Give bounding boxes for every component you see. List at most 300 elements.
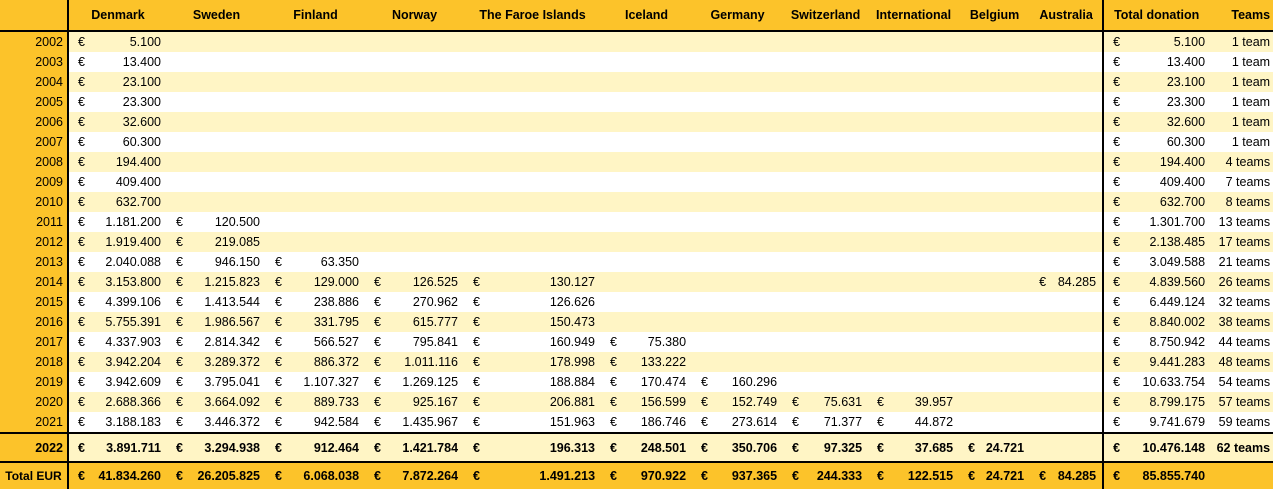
currency-symbol: €: [1030, 462, 1053, 489]
amount-cell: [624, 132, 692, 152]
currency-symbol: [1030, 292, 1053, 312]
amount-cell: 97.325: [806, 433, 868, 462]
amount-cell: [190, 92, 266, 112]
teams-count-cell: 17 teams: [1211, 232, 1273, 252]
table-row: [0, 232, 1273, 252]
currency-symbol: [783, 92, 806, 112]
currency-symbol: €: [68, 372, 91, 392]
table-row: [0, 332, 1273, 352]
amount-cell: [891, 192, 959, 212]
total-amount-cell: 3.049.588: [1125, 252, 1211, 272]
amount-cell: [806, 212, 868, 232]
table-row: [0, 212, 1273, 232]
currency-symbol: €: [1103, 212, 1125, 232]
currency-symbol: [783, 112, 806, 132]
total-amount-cell: 194.400: [1125, 152, 1211, 172]
year-cell: 2013: [0, 252, 68, 272]
amount-cell: 937.365: [715, 462, 783, 489]
currency-symbol: [959, 392, 982, 412]
currency-symbol: [1030, 352, 1053, 372]
currency-symbol: [601, 232, 624, 252]
currency-symbol: €: [365, 292, 388, 312]
amount-cell: [1053, 92, 1103, 112]
amount-cell: [982, 92, 1030, 112]
total-donation-header: Total donation: [1103, 0, 1211, 31]
amount-cell: 75.631: [806, 392, 868, 412]
amount-cell: 5.100: [91, 31, 167, 52]
column-header-australia: Australia: [1030, 0, 1103, 31]
amount-cell: 3.942.609: [91, 372, 167, 392]
amount-cell: [624, 72, 692, 92]
currency-symbol: [959, 72, 982, 92]
currency-symbol: [464, 31, 487, 52]
currency-symbol: €: [167, 312, 190, 332]
amount-cell: [289, 92, 365, 112]
amount-cell: 1.491.213: [487, 462, 601, 489]
currency-symbol: [868, 312, 891, 332]
amount-cell: 3.188.183: [91, 412, 167, 433]
total-amount-cell: 8.799.175: [1125, 392, 1211, 412]
currency-symbol: [1030, 92, 1053, 112]
currency-symbol: [266, 72, 289, 92]
amount-cell: 7.872.264: [388, 462, 464, 489]
currency-symbol: €: [266, 392, 289, 412]
amount-cell: [891, 352, 959, 372]
currency-symbol: [959, 272, 982, 292]
amount-cell: [891, 31, 959, 52]
currency-symbol: [1030, 372, 1053, 392]
amount-cell: [715, 52, 783, 72]
currency-symbol: [464, 72, 487, 92]
amount-cell: [190, 52, 266, 72]
currency-symbol: [868, 352, 891, 372]
currency-symbol: €: [1103, 172, 1125, 192]
amount-cell: 37.685: [891, 433, 959, 462]
currency-symbol: [868, 152, 891, 172]
currency-symbol: €: [167, 272, 190, 292]
amount-cell: [806, 92, 868, 112]
teams-count-cell: 1 team: [1211, 112, 1273, 132]
amount-cell: 24.721: [982, 433, 1030, 462]
amount-cell: [388, 72, 464, 92]
currency-symbol: €: [692, 412, 715, 433]
amount-cell: [624, 292, 692, 312]
amount-cell: [806, 52, 868, 72]
currency-symbol: [692, 332, 715, 352]
currency-symbol: [601, 192, 624, 212]
total-amount-cell: 23.300: [1125, 92, 1211, 112]
currency-symbol: [959, 232, 982, 252]
amount-cell: [388, 92, 464, 112]
currency-symbol: €: [365, 332, 388, 352]
amount-cell: [982, 372, 1030, 392]
amount-cell: [806, 172, 868, 192]
amount-cell: [715, 212, 783, 232]
amount-cell: [806, 352, 868, 372]
header-row: [0, 0, 1273, 31]
currency-symbol: [692, 292, 715, 312]
amount-cell: 160.296: [715, 372, 783, 392]
amount-cell: [715, 112, 783, 132]
amount-cell: [891, 312, 959, 332]
currency-symbol: [692, 352, 715, 372]
amount-cell: 188.884: [487, 372, 601, 392]
currency-symbol: [868, 192, 891, 212]
amount-cell: [715, 252, 783, 272]
amount-cell: [982, 352, 1030, 372]
amount-cell: [982, 31, 1030, 52]
currency-symbol: €: [1103, 52, 1125, 72]
total-amount-cell: 32.600: [1125, 112, 1211, 132]
amount-cell: 3.446.372: [190, 412, 266, 433]
currency-symbol: [692, 132, 715, 152]
currency-symbol: €: [365, 312, 388, 332]
amount-cell: 152.749: [715, 392, 783, 412]
amount-cell: [715, 352, 783, 372]
amount-cell: [982, 172, 1030, 192]
currency-symbol: €: [167, 292, 190, 312]
currency-symbol: €: [959, 433, 982, 462]
currency-symbol: [692, 52, 715, 72]
currency-symbol: [167, 172, 190, 192]
amount-cell: [1053, 72, 1103, 92]
currency-symbol: [868, 272, 891, 292]
currency-symbol: €: [167, 212, 190, 232]
currency-symbol: €: [365, 272, 388, 292]
amount-cell: [190, 112, 266, 132]
currency-symbol: [783, 352, 806, 372]
amount-cell: 133.222: [624, 352, 692, 372]
currency-symbol: [365, 92, 388, 112]
currency-symbol: [601, 212, 624, 232]
currency-symbol: [601, 312, 624, 332]
amount-cell: [806, 132, 868, 152]
currency-symbol: €: [167, 332, 190, 352]
amount-cell: [982, 292, 1030, 312]
amount-cell: 84.285: [1053, 462, 1103, 489]
amount-cell: [1053, 252, 1103, 272]
amount-cell: 219.085: [190, 232, 266, 252]
year-cell: 2005: [0, 92, 68, 112]
amount-cell: 1.011.116: [388, 352, 464, 372]
amount-cell: 3.153.800: [91, 272, 167, 292]
currency-symbol: [868, 92, 891, 112]
amount-cell: 126.525: [388, 272, 464, 292]
amount-cell: 1.435.967: [388, 412, 464, 433]
amount-cell: [982, 192, 1030, 212]
year-cell: 2017: [0, 332, 68, 352]
amount-cell: [624, 232, 692, 252]
column-header-sweden: Sweden: [167, 0, 266, 31]
currency-symbol: €: [68, 52, 91, 72]
amount-cell: 129.000: [289, 272, 365, 292]
currency-symbol: €: [868, 462, 891, 489]
currency-symbol: €: [464, 312, 487, 332]
currency-symbol: [959, 352, 982, 372]
amount-cell: [289, 152, 365, 172]
currency-symbol: €: [1103, 252, 1125, 272]
currency-symbol: [868, 112, 891, 132]
currency-symbol: [464, 172, 487, 192]
currency-symbol: €: [68, 152, 91, 172]
amount-cell: [715, 312, 783, 332]
teams-count-cell: 26 teams: [1211, 272, 1273, 292]
amount-cell: 63.350: [289, 252, 365, 272]
amount-cell: [487, 72, 601, 92]
amount-cell: [891, 212, 959, 232]
currency-symbol: [1030, 132, 1053, 152]
amount-cell: 23.100: [91, 72, 167, 92]
currency-symbol: [868, 132, 891, 152]
currency-symbol: [266, 172, 289, 192]
teams-header: Teams: [1211, 0, 1273, 31]
column-header-germany: Germany: [692, 0, 783, 31]
amount-cell: [624, 252, 692, 272]
amount-cell: [1053, 433, 1103, 462]
table-row: [0, 172, 1273, 192]
total-amount-cell: 10.633.754: [1125, 372, 1211, 392]
currency-symbol: [1030, 52, 1053, 72]
total-amount-cell: 8.840.002: [1125, 312, 1211, 332]
year-cell: 2006: [0, 112, 68, 132]
amount-cell: [891, 252, 959, 272]
table-row: [0, 92, 1273, 112]
amount-cell: [388, 52, 464, 72]
currency-symbol: [783, 172, 806, 192]
currency-symbol: [959, 412, 982, 433]
currency-symbol: €: [868, 412, 891, 433]
amount-cell: 795.841: [388, 332, 464, 352]
total-amount-cell: 13.400: [1125, 52, 1211, 72]
currency-symbol: €: [68, 433, 91, 462]
table-row: [0, 312, 1273, 332]
amount-cell: [1053, 132, 1103, 152]
amount-cell: [715, 92, 783, 112]
currency-symbol: €: [464, 462, 487, 489]
amount-cell: 925.167: [388, 392, 464, 412]
teams-count-cell: 13 teams: [1211, 212, 1273, 232]
amount-cell: [388, 192, 464, 212]
amount-cell: [806, 112, 868, 132]
total-amount-cell: 5.100: [1125, 31, 1211, 52]
currency-symbol: [692, 212, 715, 232]
amount-cell: [289, 132, 365, 152]
currency-symbol: [783, 232, 806, 252]
amount-cell: 84.285: [1053, 272, 1103, 292]
amount-cell: [982, 112, 1030, 132]
amount-cell: [982, 272, 1030, 292]
currency-symbol: [167, 92, 190, 112]
currency-symbol: [266, 112, 289, 132]
currency-symbol: [365, 252, 388, 272]
amount-cell: 270.962: [388, 292, 464, 312]
currency-symbol: [1030, 252, 1053, 272]
currency-symbol: [783, 292, 806, 312]
amount-cell: 1.107.327: [289, 372, 365, 392]
table-row: [0, 352, 1273, 372]
currency-symbol: [868, 372, 891, 392]
currency-symbol: [959, 172, 982, 192]
amount-cell: [982, 212, 1030, 232]
amount-cell: [190, 31, 266, 52]
currency-symbol: [692, 312, 715, 332]
currency-symbol: [692, 252, 715, 272]
currency-symbol: €: [1103, 292, 1125, 312]
currency-symbol: [601, 132, 624, 152]
currency-symbol: [783, 31, 806, 52]
currency-symbol: €: [692, 433, 715, 462]
total-amount-cell: 409.400: [1125, 172, 1211, 192]
currency-symbol: €: [601, 372, 624, 392]
amount-cell: [715, 152, 783, 172]
amount-cell: 32.600: [91, 112, 167, 132]
amount-cell: 120.500: [190, 212, 266, 232]
table-row: [0, 132, 1273, 152]
currency-symbol: [464, 132, 487, 152]
currency-symbol: €: [464, 332, 487, 352]
amount-cell: [1053, 152, 1103, 172]
currency-symbol: €: [783, 392, 806, 412]
amount-cell: [1053, 392, 1103, 412]
amount-cell: [388, 232, 464, 252]
currency-symbol: [464, 92, 487, 112]
currency-symbol: €: [266, 312, 289, 332]
currency-symbol: [601, 112, 624, 132]
currency-symbol: [783, 152, 806, 172]
column-header-norway: Norway: [365, 0, 464, 31]
currency-symbol: [692, 172, 715, 192]
amount-cell: 39.957: [891, 392, 959, 412]
amount-cell: [891, 52, 959, 72]
amount-cell: 170.474: [624, 372, 692, 392]
amount-cell: 178.998: [487, 352, 601, 372]
teams-count-cell: 1 team: [1211, 132, 1273, 152]
currency-symbol: €: [783, 462, 806, 489]
total-amount-cell: 8.750.942: [1125, 332, 1211, 352]
amount-cell: 41.834.260: [91, 462, 167, 489]
amount-cell: [388, 252, 464, 272]
amount-cell: 194.400: [91, 152, 167, 172]
table-row: [0, 272, 1273, 292]
currency-symbol: [783, 272, 806, 292]
currency-symbol: [1030, 172, 1053, 192]
total-amount-cell: 6.449.124: [1125, 292, 1211, 312]
amount-cell: 2.814.342: [190, 332, 266, 352]
teams-count-cell: 38 teams: [1211, 312, 1273, 332]
currency-symbol: €: [68, 272, 91, 292]
currency-symbol: [959, 112, 982, 132]
currency-symbol: [1030, 72, 1053, 92]
currency-symbol: [868, 332, 891, 352]
amount-cell: [1053, 52, 1103, 72]
amount-cell: 206.881: [487, 392, 601, 412]
amount-cell: [1053, 212, 1103, 232]
currency-symbol: [959, 212, 982, 232]
teams-count-cell: 7 teams: [1211, 172, 1273, 192]
amount-cell: 2.040.088: [91, 252, 167, 272]
amount-cell: 1.421.784: [388, 433, 464, 462]
table-row: [0, 462, 1273, 489]
currency-symbol: [167, 112, 190, 132]
table-row: [0, 152, 1273, 172]
year-cell: 2020: [0, 392, 68, 412]
amount-cell: [982, 332, 1030, 352]
currency-symbol: [783, 192, 806, 212]
currency-symbol: [1030, 312, 1053, 332]
teams-count-cell: [1211, 462, 1273, 489]
currency-symbol: [365, 52, 388, 72]
amount-cell: [715, 132, 783, 152]
total-amount-cell: 23.100: [1125, 72, 1211, 92]
amount-cell: [806, 72, 868, 92]
amount-cell: [487, 31, 601, 52]
amount-cell: [289, 52, 365, 72]
currency-symbol: €: [68, 112, 91, 132]
teams-count-cell: 4 teams: [1211, 152, 1273, 172]
amount-cell: 4.337.903: [91, 332, 167, 352]
amount-cell: [891, 92, 959, 112]
currency-symbol: [266, 212, 289, 232]
currency-symbol: [959, 92, 982, 112]
currency-symbol: [601, 72, 624, 92]
amount-cell: [891, 132, 959, 152]
column-header-international: International: [868, 0, 959, 31]
currency-symbol: [365, 192, 388, 212]
amount-cell: [1053, 332, 1103, 352]
currency-symbol: €: [1103, 192, 1125, 212]
amount-cell: [487, 152, 601, 172]
amount-cell: 6.068.038: [289, 462, 365, 489]
currency-symbol: [266, 192, 289, 212]
currency-symbol: €: [1103, 372, 1125, 392]
amount-cell: [624, 212, 692, 232]
amount-cell: [806, 192, 868, 212]
year-cell: 2021: [0, 412, 68, 433]
currency-symbol: €: [601, 352, 624, 372]
amount-cell: [190, 192, 266, 212]
amount-cell: [891, 172, 959, 192]
amount-cell: [982, 232, 1030, 252]
amount-cell: [806, 332, 868, 352]
amount-cell: 566.527: [289, 332, 365, 352]
amount-cell: [289, 112, 365, 132]
total-amount-cell: 9.741.679: [1125, 412, 1211, 433]
amount-cell: [190, 152, 266, 172]
currency-symbol: €: [167, 392, 190, 412]
amount-cell: [289, 72, 365, 92]
currency-symbol: €: [1103, 412, 1125, 433]
amount-cell: [806, 152, 868, 172]
year-cell: Total EUR: [0, 462, 68, 489]
currency-symbol: €: [167, 252, 190, 272]
amount-cell: [487, 112, 601, 132]
amount-cell: [487, 192, 601, 212]
teams-count-cell: 59 teams: [1211, 412, 1273, 433]
currency-symbol: [783, 132, 806, 152]
table-row: [0, 31, 1273, 52]
currency-symbol: [959, 192, 982, 212]
currency-symbol: €: [1103, 152, 1125, 172]
currency-symbol: €: [692, 392, 715, 412]
currency-symbol: €: [692, 462, 715, 489]
currency-symbol: [365, 212, 388, 232]
currency-symbol: [365, 31, 388, 52]
currency-symbol: €: [601, 332, 624, 352]
currency-symbol: €: [68, 132, 91, 152]
amount-cell: [289, 212, 365, 232]
currency-symbol: €: [692, 372, 715, 392]
amount-cell: 350.706: [715, 433, 783, 462]
